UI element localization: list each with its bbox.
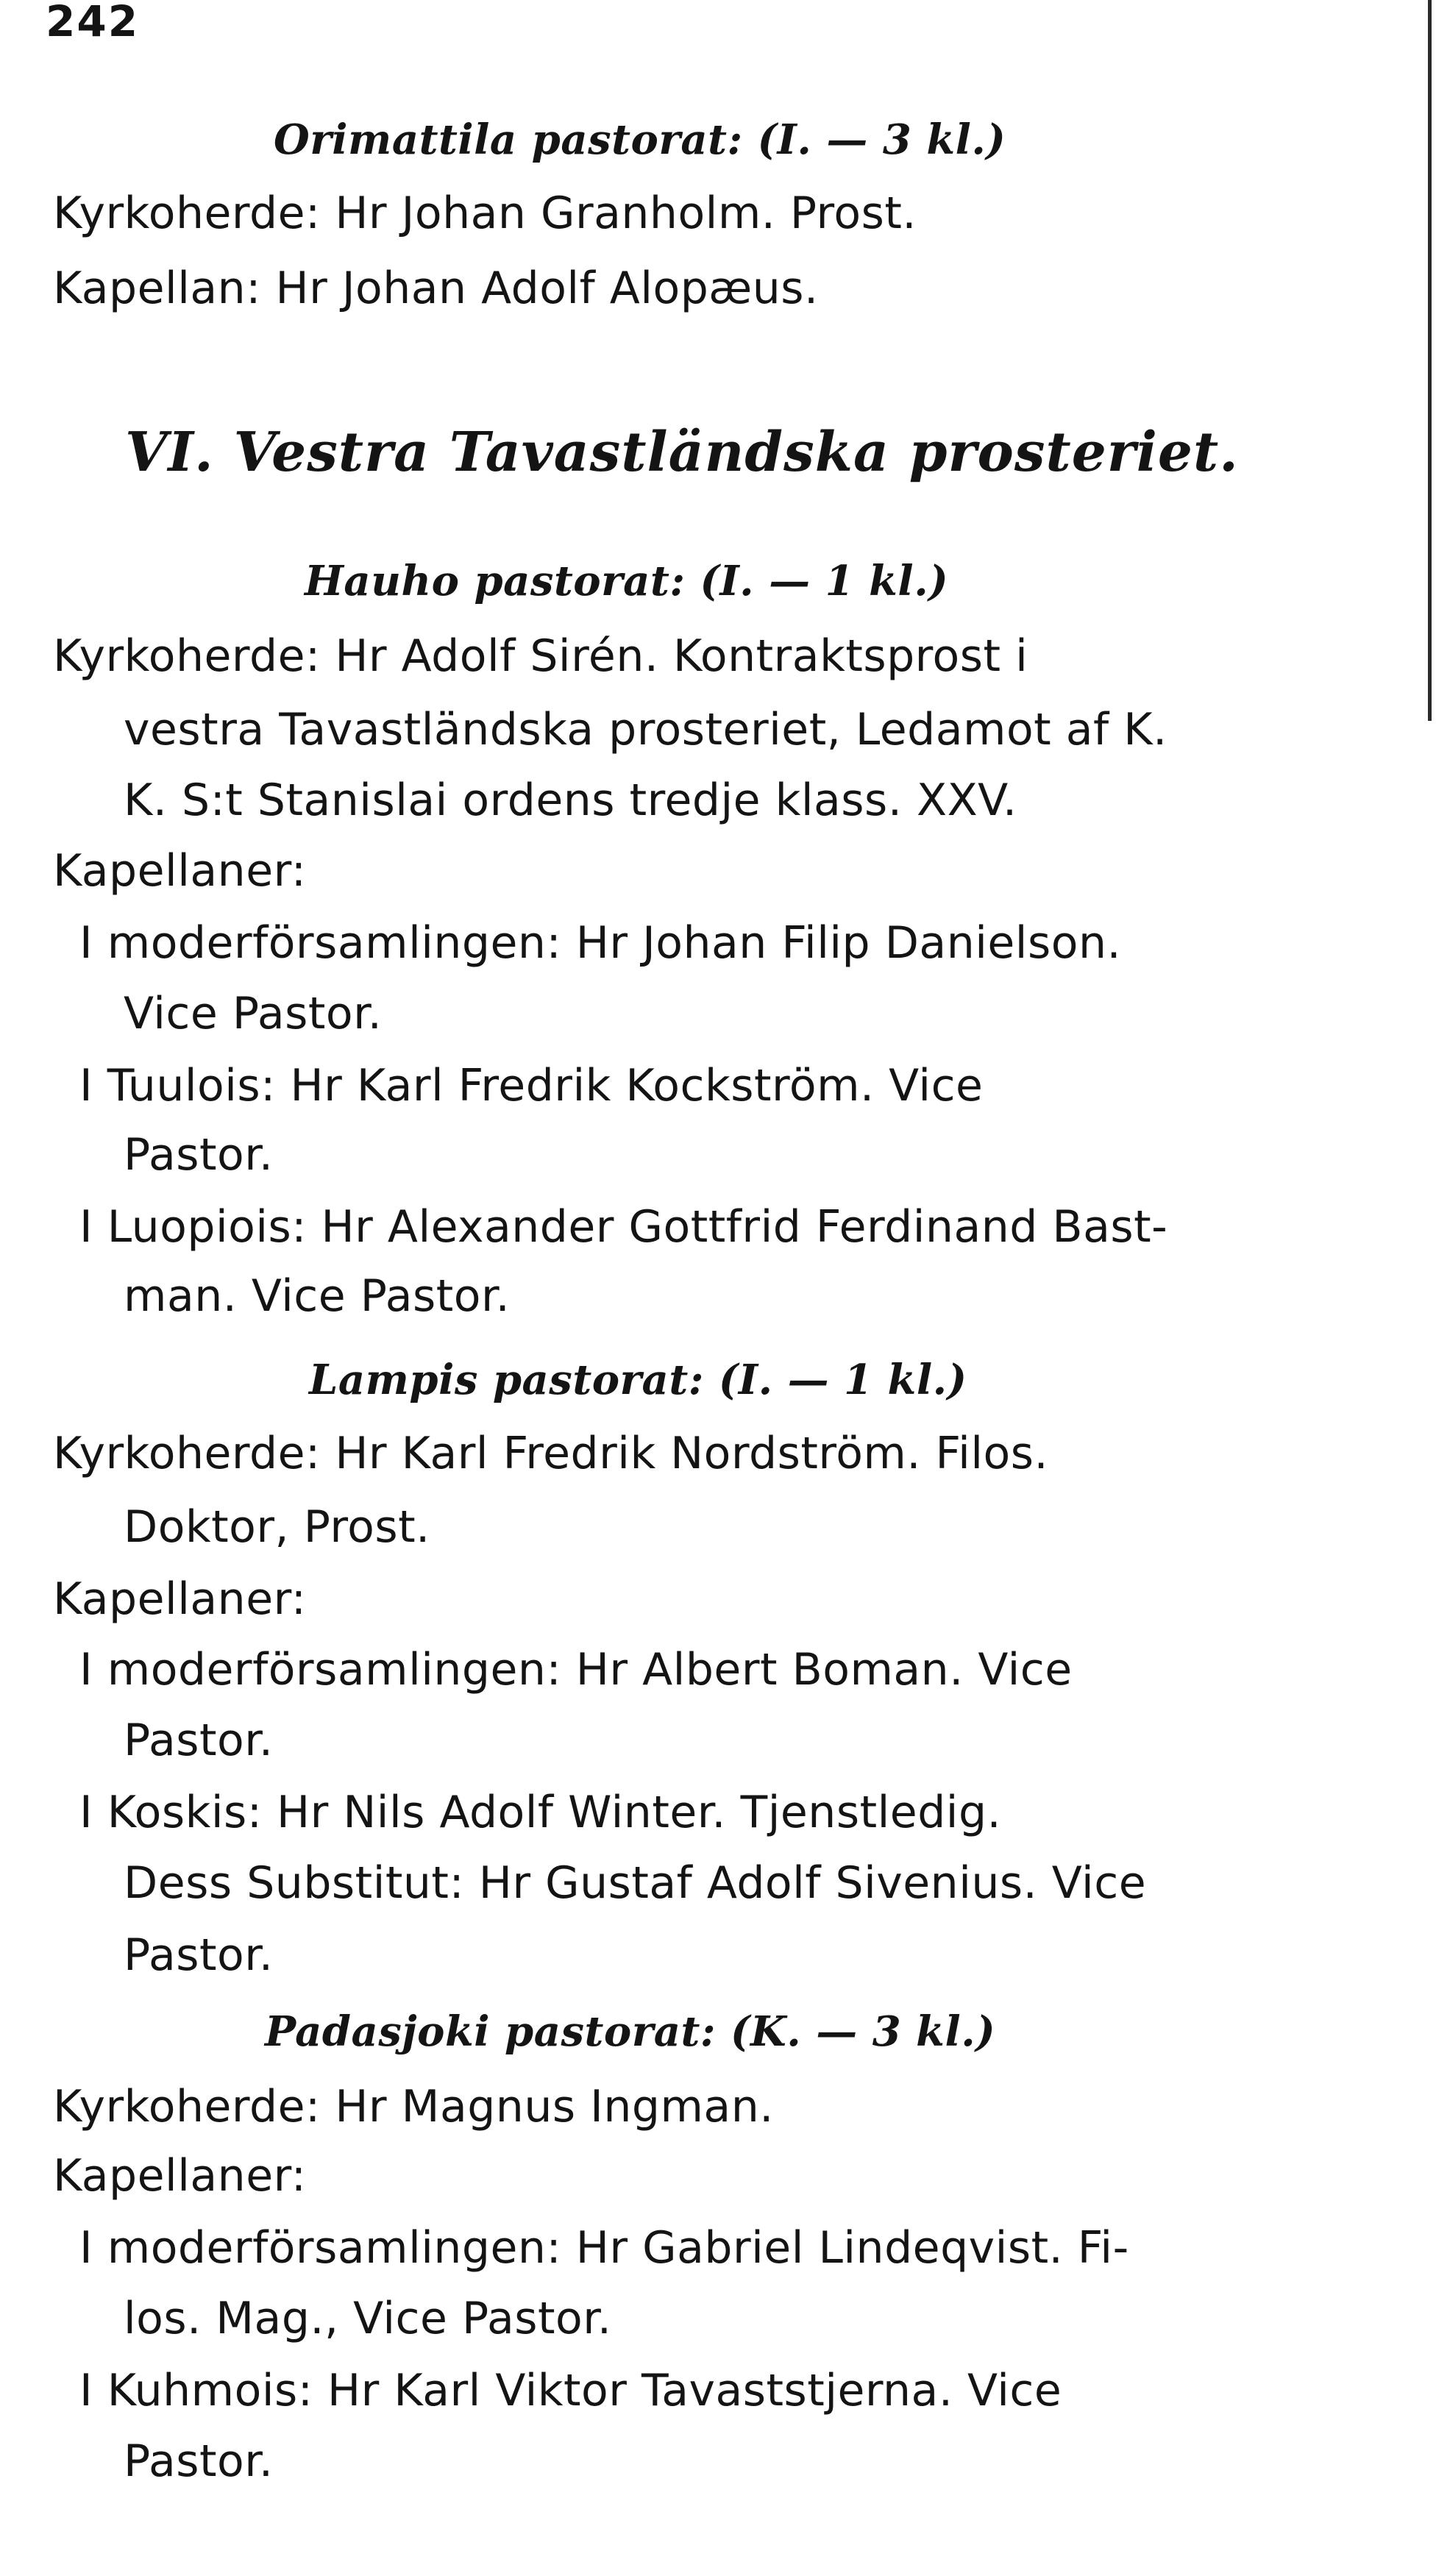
- hauho-line-7: I Tuulois: Hr Karl Fredrik Kockström. Vice: [79, 1060, 984, 1111]
- hauho-line-2: vestra Tavastländska prosteriet, Ledamot af K.: [124, 704, 1167, 755]
- hauho-line-6: Vice Pastor.: [124, 988, 383, 1039]
- page-edge-line: [1428, 0, 1432, 721]
- lampis-kapellaner-label: Kapellaner:: [53, 1573, 307, 1625]
- padasjoki-line-3: I moderförsamlingen: Hr Gabriel Lindeqvist. Fi-: [79, 2222, 1129, 2274]
- hauho-line-1: Kyrkoherde: Hr Adolf Sirén. Kontraktsprost i: [53, 630, 1028, 682]
- padasjoki-line-1: Kyrkoherde: Hr Magnus Ingman.: [53, 2081, 774, 2132]
- padasjoki-heading: Padasjoki pastorat: (K. — 3 kl.): [265, 2007, 996, 2056]
- hauho-heading: Hauho pastorat: (I. — 1 kl.): [305, 557, 949, 605]
- orimattila-line-2: Kapellan: Hr Johan Adolf Alopæus.: [53, 263, 819, 314]
- lampis-line-1: Kyrkoherde: Hr Karl Fredrik Nordström. Filos.: [53, 1428, 1049, 1479]
- hauho-line-5: I moderförsamlingen: Hr Johan Filip Danielson.: [79, 917, 1122, 969]
- padasjoki-line-4: los. Mag., Vice Pastor.: [124, 2293, 612, 2344]
- page-number: 242: [46, 0, 140, 46]
- lampis-line-8: Pastor.: [124, 1929, 274, 1981]
- orimattila-line-1-text: Kyrkoherde: Hr Johan Granholm. Prost.: [53, 188, 917, 239]
- hauho-line-8: Pastor.: [124, 1129, 274, 1181]
- padasjoki-line-5: I Kuhmois: Hr Karl Viktor Tavaststjerna. Vice: [79, 2365, 1062, 2416]
- hauho-kapellaner-label: Kapellaner:: [53, 845, 307, 897]
- section-title: VI. Vestra Tavastländska prosteriet.: [125, 421, 1239, 484]
- padasjoki-kapellaner-label: Kapellaner:: [53, 2150, 307, 2202]
- orimattila-line-1: [53, 184, 1208, 243]
- lampis-line-6: I Koskis: Hr Nils Adolf Winter. Tjenstledig.: [79, 1787, 1002, 1838]
- hauho-line-3: K. S:t Stanislai ordens tredje klass. XXV.: [124, 775, 1017, 826]
- lampis-line-4: I moderförsamlingen: Hr Albert Boman. Vice: [79, 1644, 1073, 1696]
- hauho-line-10: man. Vice Pastor.: [124, 1270, 511, 1322]
- lampis-line-5: Pastor.: [124, 1715, 274, 1766]
- padasjoki-line-6: Pastor.: [124, 2436, 274, 2487]
- orimattila-heading: Orimattila pastorat: (I. — 3 kl.): [274, 115, 1006, 164]
- lampis-line-7: Dess Substitut: Hr Gustaf Adolf Sivenius. Vice: [124, 1857, 1147, 1909]
- hauho-line-9: I Luopiois: Hr Alexander Gottfrid Ferdinand Bast-: [79, 1201, 1168, 1253]
- lampis-heading: Lampis pastorat: (I. — 1 kl.): [309, 1356, 967, 1404]
- lampis-line-2: Doktor, Prost.: [124, 1501, 430, 1553]
